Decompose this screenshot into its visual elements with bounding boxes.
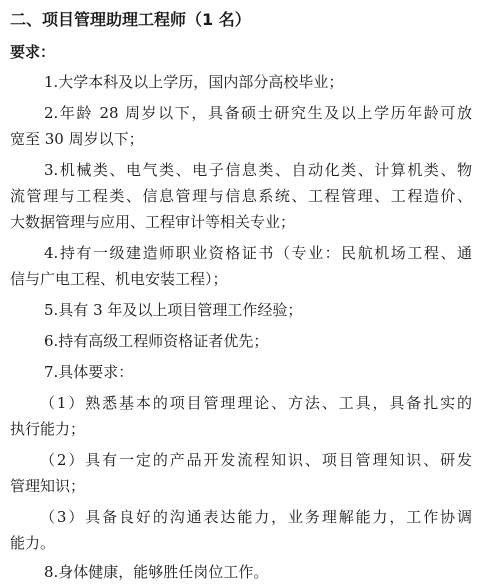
item-8: 8.身体健康，能够胜任岗位工作。 [44, 563, 269, 581]
item-5: 5.具有 3 年及以上项目管理工作经验； [44, 301, 303, 319]
sub-item-3: （3）具备良好的沟通表达能力，业务理解能力，工作协调 [40, 508, 472, 526]
sub-item-2-cont: 管理知识； [10, 477, 86, 495]
item-6: 6.持有高级工程师资格证者优先； [44, 332, 269, 350]
item-2-cont: 宽至 30 周岁以下； [10, 130, 144, 148]
sub-item-1: （1）熟悉基本的项目管理理论、方法、工具，具备扎实的 [40, 394, 472, 412]
item-1: 1.大学本科及以上学历，国内部分高校毕业； [44, 73, 344, 91]
sub-item-1-cont: 执行能力； [10, 420, 86, 438]
item-4-cont: 信与广电工程、机电安装工程）； [10, 270, 228, 288]
item-7: 7.具体要求： [44, 363, 134, 381]
item-3: 3.机械类、电气类、电子信息类、自动化类、计算机类、物 [44, 161, 472, 179]
item-3-cont-2: 大数据管理与应用、工程审计等相关专业； [10, 213, 296, 231]
requirements-label: 要求： [10, 43, 56, 61]
item-3-cont-1: 流管理与工程类、信息管理与信息系统、工程管理、工程造价、 [10, 187, 472, 205]
sub-item-3-cont: 能力。 [10, 534, 56, 552]
sub-item-2: （2）具有一定的产品开发流程知识、项目管理知识、研发 [40, 451, 472, 469]
section-heading: 二、项目管理助理工程师（1 名） [10, 10, 251, 29]
item-4: 4.持有一级建造师职业资格证书（专业：民航机场工程、通 [44, 244, 472, 262]
item-2: 2.年龄 28 周岁以下，具备硕士研究生及以上学历年龄可放 [44, 104, 472, 122]
